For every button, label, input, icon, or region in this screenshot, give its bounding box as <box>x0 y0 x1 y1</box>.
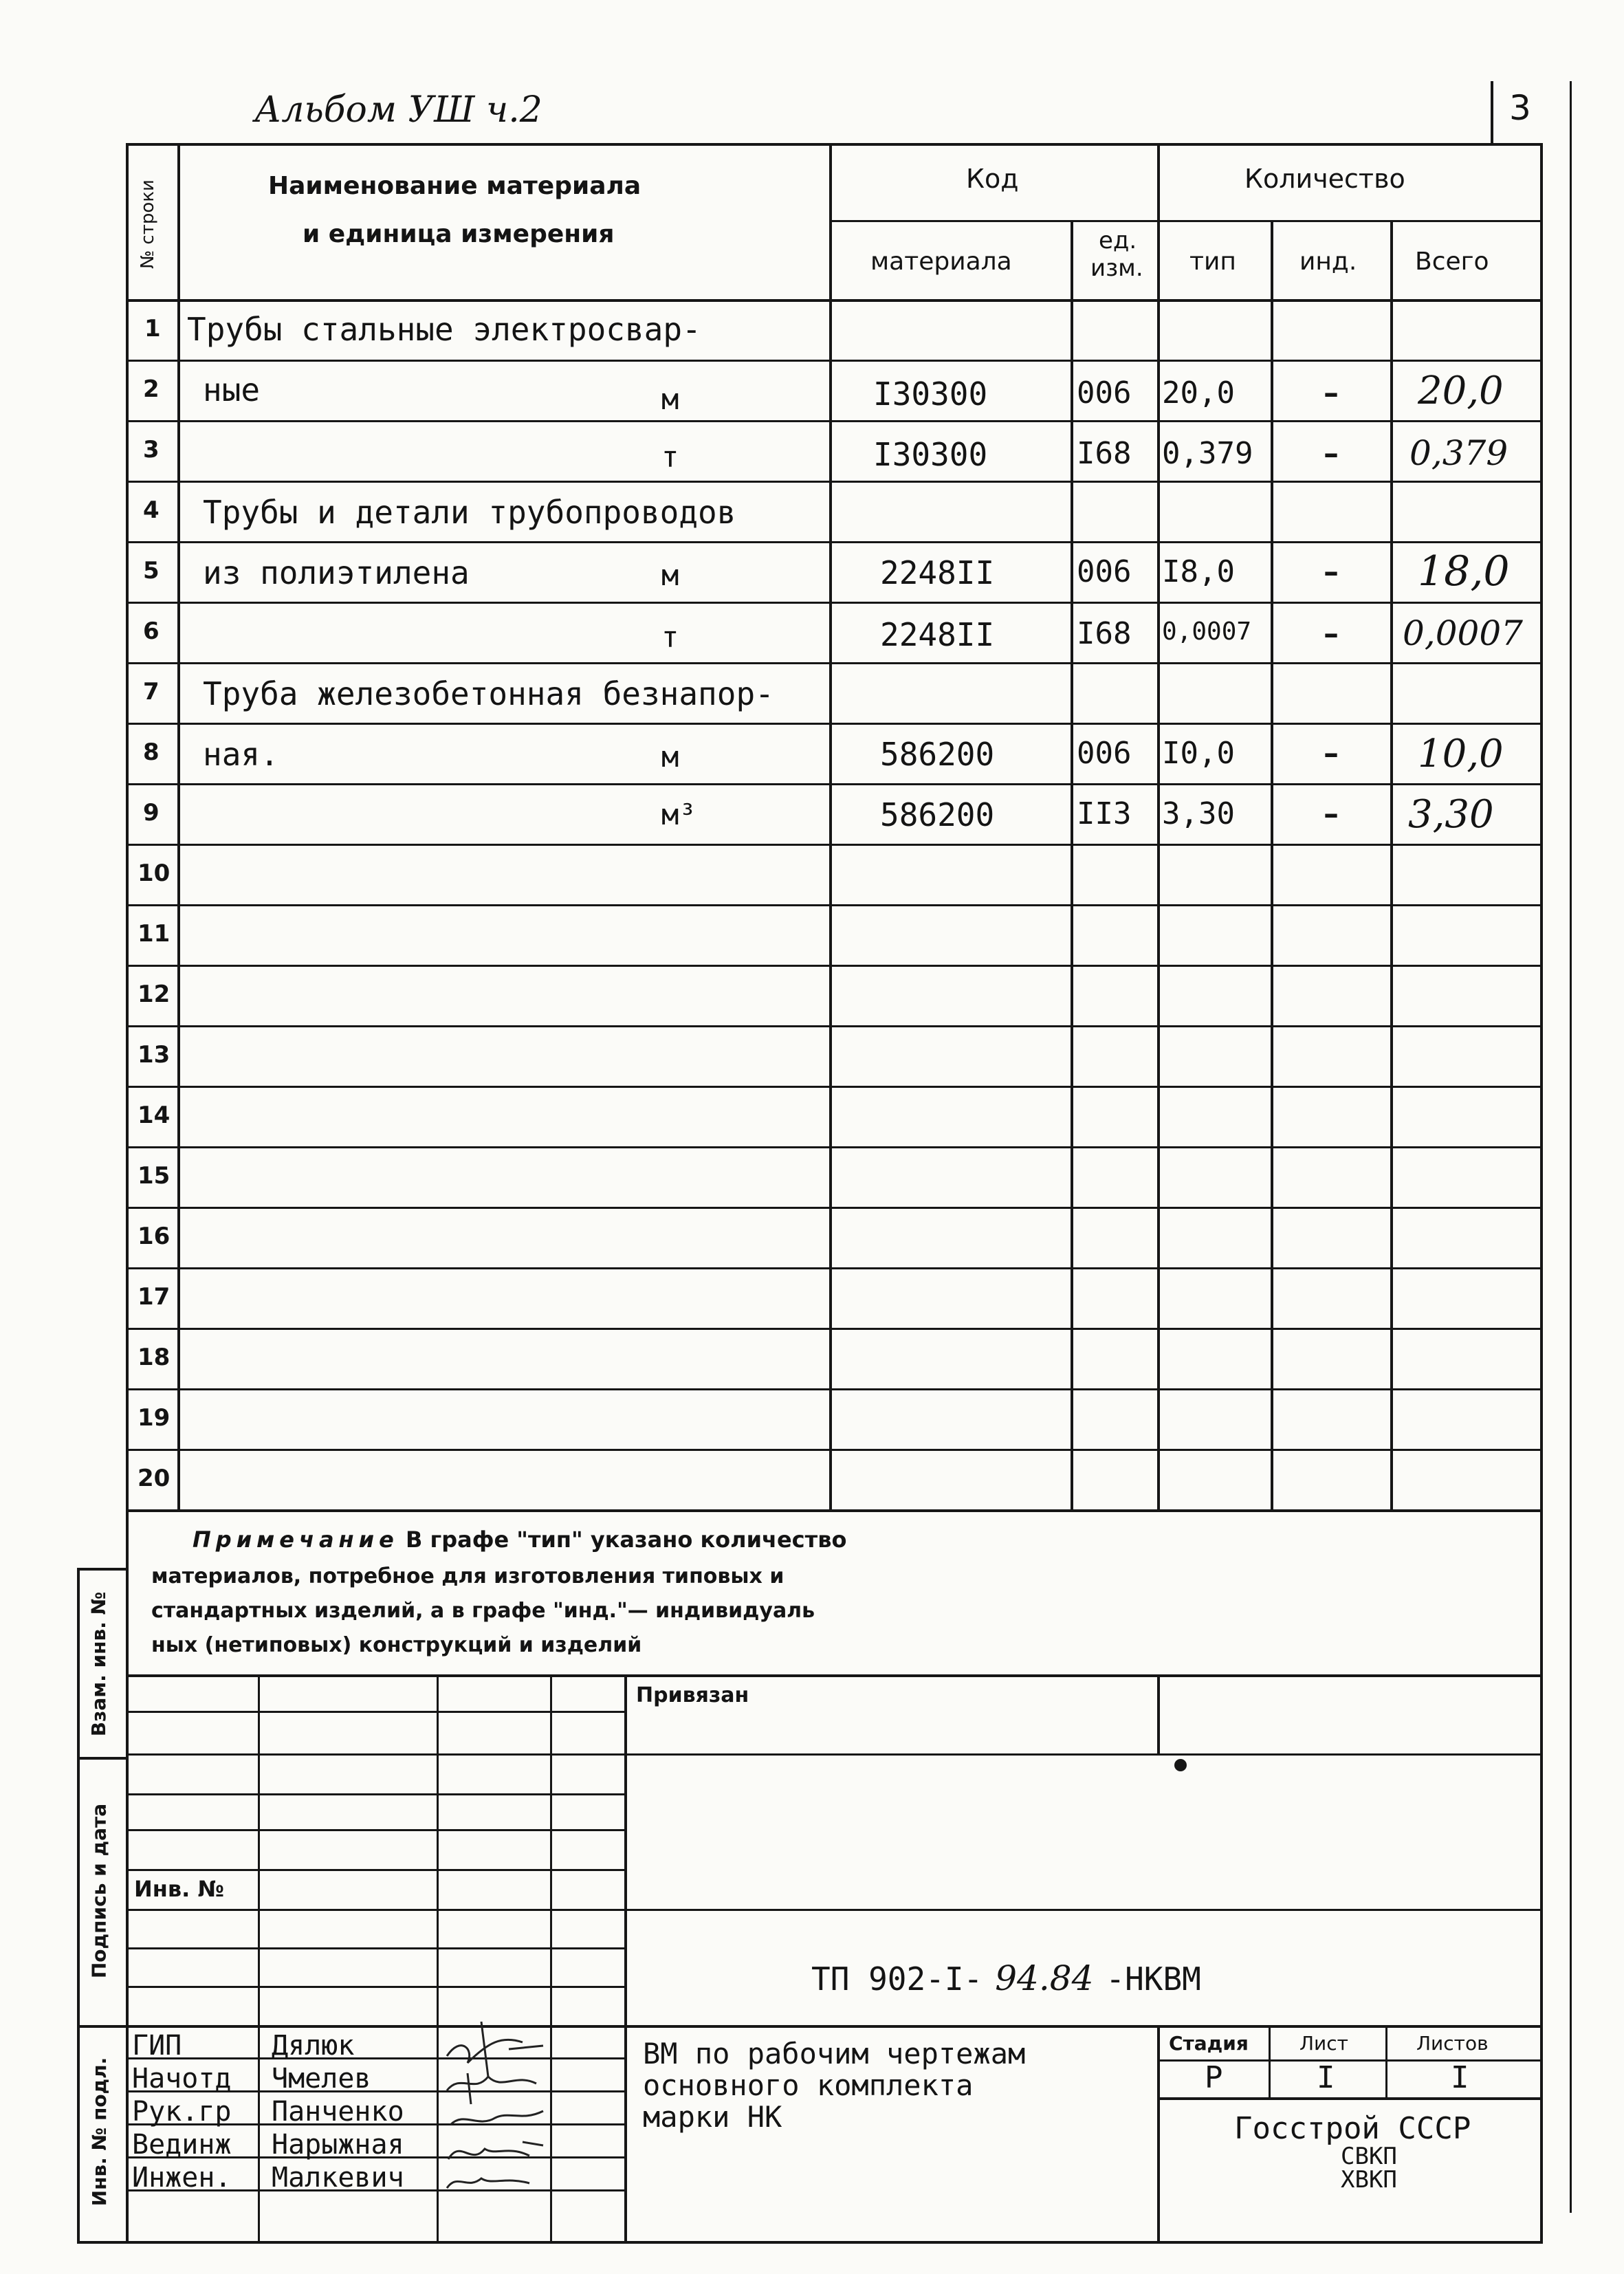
unit-code: I68 <box>1077 616 1132 651</box>
signer-name: Дялюк <box>272 2030 355 2062</box>
row-number: 5 <box>143 557 160 584</box>
organization-line1: Госстрой СССР <box>1234 2111 1471 2146</box>
organization-line3: ХВКП <box>1341 2166 1397 2194</box>
signer-name: Нарыжная <box>272 2129 404 2161</box>
total-quantity: 3,30 <box>1408 792 1494 837</box>
material-code: 2248II <box>880 616 995 653</box>
total-quantity: 20,0 <box>1418 369 1504 413</box>
type-quantity: 20,0 <box>1162 375 1235 411</box>
unit: т <box>661 440 679 474</box>
note-text-line3: стандартных изделий, а в графе "инд."— индивидуаль <box>151 1599 815 1623</box>
material-name: ная. <box>203 736 279 773</box>
ind-quantity: – <box>1324 375 1339 411</box>
unit: м <box>661 382 679 416</box>
document-code-suffix: -НКВМ <box>1106 1960 1201 1998</box>
document-title-line2: основного комплекта <box>643 2068 974 2102</box>
unit: м <box>661 740 679 774</box>
material-code: 586200 <box>880 796 995 833</box>
sheets-label: Листов <box>1416 2032 1489 2055</box>
signer-role: Вединж <box>132 2129 232 2161</box>
material-name: Труба железобетонная безнапор- <box>203 675 774 712</box>
type-quantity: 0,379 <box>1162 436 1253 471</box>
row-number: 15 <box>138 1162 171 1190</box>
unit: т <box>661 620 679 654</box>
row-number: 17 <box>138 1283 171 1311</box>
ind-quantity: – <box>1324 616 1339 651</box>
total-quantity: 18,0 <box>1418 547 1510 595</box>
unit: м³ <box>661 798 696 831</box>
stage-label: Стадия <box>1169 2032 1249 2055</box>
row-number: 4 <box>143 496 160 524</box>
row-number: 6 <box>143 617 160 645</box>
margin-label-inv-podl: Инв. № подл. <box>88 2057 111 2207</box>
row-number: 10 <box>138 860 171 887</box>
type-quantity: I0,0 <box>1162 736 1235 771</box>
signer-name: Панченко <box>272 2096 404 2128</box>
quantity-header: Количество <box>1244 164 1405 194</box>
inv-no-label: Инв. № <box>134 1876 224 1902</box>
document-code <box>811 1958 1201 1998</box>
page-number: 3 <box>1509 88 1531 128</box>
row-number: 11 <box>138 920 171 948</box>
album-title: Альбом УШ ч.2 <box>254 89 542 131</box>
note-text-line2: материалов, потребное для изготовления типовых и <box>151 1564 784 1588</box>
row-number: 19 <box>138 1404 171 1432</box>
type-quantity: 3,30 <box>1162 796 1235 831</box>
margin-label-vzam: Взам. инв. № <box>87 1591 110 1737</box>
note-label: Примечание <box>193 1527 399 1553</box>
total-quantity: 0,0007 <box>1403 613 1523 653</box>
total-quantity: 0,379 <box>1409 433 1508 473</box>
row-number: 3 <box>143 436 160 463</box>
name-header-line1: Наименование материала <box>268 172 641 200</box>
row-number: 20 <box>138 1465 171 1492</box>
unit-code: 006 <box>1077 554 1132 589</box>
row-number: 8 <box>143 739 160 766</box>
unit-code-header-line2: изм. <box>1090 254 1143 282</box>
row-number: 2 <box>143 375 160 403</box>
material-code: I30300 <box>873 375 988 413</box>
privyazan-label: Привязан <box>636 1683 749 1707</box>
unit-code: II3 <box>1077 796 1132 831</box>
margin-label-podpis: Подпись и дата <box>87 1803 111 1979</box>
note-text-line1: В графе "тип" указано количество <box>405 1527 847 1553</box>
name-header-line2: и единица измерения <box>303 220 615 248</box>
stage-value: Р <box>1205 2060 1223 2095</box>
ind-quantity: – <box>1324 554 1339 589</box>
signature-scribbles <box>440 2008 557 2194</box>
row-number: 1 <box>144 315 161 342</box>
material-code: 2248II <box>880 554 995 591</box>
unit-code: 006 <box>1077 736 1132 771</box>
row-number: 16 <box>138 1223 171 1250</box>
signer-role: Рук.гр <box>132 2096 232 2128</box>
type-header: тип <box>1189 248 1236 276</box>
material-name: Трубы стальные электросвар- <box>187 311 701 348</box>
material-name: Трубы и детали трубопроводов <box>203 494 736 531</box>
material-code-header: материала <box>870 248 1012 276</box>
signer-role: ГИП <box>132 2030 182 2062</box>
ind-quantity: – <box>1324 736 1339 771</box>
sheet-label: Лист <box>1299 2032 1348 2055</box>
sheets-value: I <box>1451 2060 1469 2095</box>
row-number: 7 <box>143 678 160 706</box>
type-quantity: 0,0007 <box>1162 617 1252 646</box>
unit-code: I68 <box>1077 436 1132 471</box>
document-title-line1: ВМ по рабочим чертежам <box>643 2037 1026 2070</box>
material-name: ные <box>203 371 261 408</box>
material-code: 586200 <box>880 736 995 773</box>
sheet-value: I <box>1317 2060 1335 2095</box>
note-block <box>138 1527 1031 1692</box>
note-text-line4: ных (нетиповых) конструкций и изделий <box>151 1633 642 1657</box>
signer-name: Чмелев <box>272 2063 371 2095</box>
signer-role: Начотд <box>132 2063 232 2095</box>
row-number: 12 <box>138 981 171 1008</box>
unit-code: 006 <box>1077 375 1132 411</box>
document-code-number: 94.84 <box>995 1958 1094 1998</box>
row-number-header: № строки <box>138 179 158 269</box>
row-number: 9 <box>143 799 160 827</box>
signer-name: Малкевич <box>272 2162 404 2194</box>
ind-quantity: – <box>1324 796 1339 831</box>
ind-quantity: – <box>1324 436 1339 471</box>
row-number: 14 <box>138 1102 171 1129</box>
ind-header: инд. <box>1299 248 1357 276</box>
row-number: 13 <box>138 1041 171 1069</box>
unit-code-header-line1: ед. <box>1099 227 1137 254</box>
total-quantity: 10,0 <box>1418 732 1504 776</box>
material-name: из полиэтилена <box>203 554 470 591</box>
total-header: Всего <box>1415 248 1489 276</box>
code-header: Код <box>966 164 1019 194</box>
document-code-prefix: ТП 902-I- <box>811 1960 983 1998</box>
bullet-mark <box>1174 1759 1187 1771</box>
type-quantity: I8,0 <box>1162 554 1235 589</box>
unit: м <box>661 558 679 592</box>
row-number: 18 <box>138 1344 171 1371</box>
material-code: I30300 <box>873 436 988 473</box>
signer-role: Инжен. <box>132 2162 232 2194</box>
organization-line2: СВКП <box>1341 2143 1397 2170</box>
document-title-line3: марки НК <box>643 2100 782 2134</box>
